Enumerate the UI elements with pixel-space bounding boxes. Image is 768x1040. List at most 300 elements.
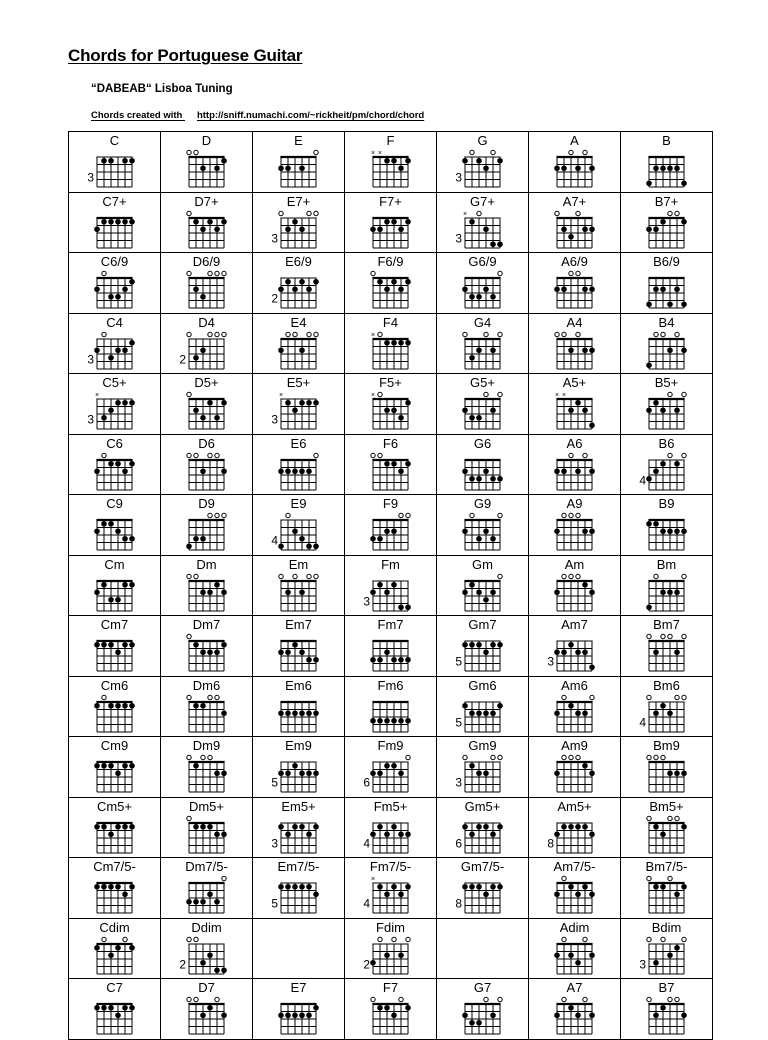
finger-dot <box>193 354 199 360</box>
chord-name: Gm7 <box>468 617 497 632</box>
chord-diagram <box>455 994 519 1038</box>
chord-diagram <box>639 934 703 978</box>
chord-cell <box>437 313 529 374</box>
open-string-marker <box>569 271 573 275</box>
finger-dot <box>398 604 404 610</box>
open-string-marker <box>208 453 212 457</box>
start-fret-number: 3 <box>87 412 94 427</box>
finger-dot <box>200 589 206 595</box>
chord-diagram <box>363 873 427 917</box>
finger-dot <box>660 460 666 466</box>
open-string-marker <box>194 997 198 1001</box>
finger-dot <box>568 702 574 708</box>
start-fret-number: 3 <box>271 412 278 427</box>
finger-dot <box>278 884 284 890</box>
finger-dot <box>405 884 411 890</box>
finger-dot <box>122 286 128 292</box>
finger-dot <box>646 362 652 368</box>
muted-string-marker: × <box>94 392 100 399</box>
open-string-marker <box>661 937 665 941</box>
chord-name: C9 <box>106 496 123 511</box>
open-string-marker <box>314 453 318 457</box>
open-string-marker <box>222 332 226 336</box>
chord-diagram <box>363 571 427 615</box>
chord-name: D9 <box>198 496 215 511</box>
credit-url-link[interactable]: http://sniff.numachi.com/~rickheit/pm/chord/chord <box>196 110 425 121</box>
finger-dot <box>384 763 390 769</box>
chord-name: Bm7/5- <box>645 859 688 874</box>
open-string-marker <box>378 453 382 457</box>
finger-dot <box>483 226 489 232</box>
chord-name: G <box>477 133 488 148</box>
chord-cell <box>345 616 437 677</box>
finger-dot <box>660 589 666 595</box>
finger-dot <box>221 400 227 406</box>
finger-dot <box>101 415 107 421</box>
start-fret-number: 4 <box>639 715 646 729</box>
finger-dot <box>115 944 121 950</box>
open-string-marker <box>187 211 191 215</box>
chord-name: Bm9 <box>653 738 680 753</box>
chord-cell <box>529 253 621 314</box>
chord-diagram <box>547 934 611 978</box>
finger-dot <box>674 460 680 466</box>
finger-dot <box>554 286 560 292</box>
finger-dot <box>292 710 298 716</box>
open-string-marker <box>675 211 679 215</box>
chord-cell <box>161 918 253 979</box>
finger-dot <box>214 899 220 905</box>
finger-dot <box>193 823 199 829</box>
open-string-marker <box>682 392 686 396</box>
finger-dot <box>186 543 192 549</box>
open-string-marker <box>682 695 686 699</box>
open-string-marker <box>498 392 502 396</box>
finger-dot <box>476 642 482 648</box>
finger-dot <box>200 415 206 421</box>
chord-cell <box>345 797 437 858</box>
finger-dot <box>122 468 128 474</box>
open-string-marker <box>682 574 686 578</box>
open-string-marker <box>215 453 219 457</box>
finger-dot <box>681 823 687 829</box>
finger-dot <box>582 710 588 716</box>
chord-name: Bdim <box>651 919 682 935</box>
chord-name: C7+ <box>102 193 127 209</box>
finger-dot <box>653 521 659 527</box>
finger-dot <box>398 891 404 897</box>
open-string-marker <box>675 695 679 699</box>
chord-cell <box>253 616 345 677</box>
finger-dot <box>377 717 383 723</box>
finger-dot <box>94 642 100 648</box>
chord-cell <box>437 253 529 314</box>
open-string-marker <box>371 453 375 457</box>
finger-dot <box>554 770 560 776</box>
open-string-marker <box>583 453 587 457</box>
finger-dot <box>207 952 213 958</box>
finger-dot <box>681 770 687 776</box>
chord-name: A5+ <box>562 375 587 390</box>
finger-dot <box>214 165 220 171</box>
chord-row <box>69 737 713 798</box>
chord-name: C6/9 <box>100 254 129 269</box>
finger-dot <box>391 823 397 829</box>
chord-name: A9 <box>566 496 583 511</box>
open-string-marker <box>194 574 198 578</box>
chord-name: E7 <box>290 980 307 995</box>
finger-dot <box>469 642 475 648</box>
finger-dot <box>476 1020 482 1026</box>
finger-dot <box>306 543 312 549</box>
finger-dot <box>313 823 319 829</box>
finger-dot <box>589 422 595 428</box>
start-fret-number: 3 <box>363 594 370 608</box>
chord-diagram <box>455 450 519 494</box>
finger-dot <box>391 717 397 723</box>
chord-name: E6/9 <box>285 254 312 269</box>
finger-dot <box>582 823 588 829</box>
finger-dot <box>674 407 680 413</box>
finger-dot <box>115 347 121 353</box>
chord-diagram <box>179 510 243 554</box>
finger-dot <box>122 347 128 353</box>
open-string-marker <box>569 453 573 457</box>
open-string-marker <box>194 150 198 154</box>
finger-dot <box>377 770 383 776</box>
finger-dot <box>554 710 560 716</box>
start-fret-number: 2 <box>179 957 186 971</box>
open-string-marker <box>576 332 580 336</box>
chord-name: B7 <box>658 980 675 995</box>
chord-diagram <box>363 450 427 494</box>
chord-diagram <box>363 208 427 252</box>
finger-dot <box>667 301 673 307</box>
document-title: Chords for Portuguese Guitar <box>68 46 303 65</box>
chord-row <box>69 434 713 495</box>
chord-diagram <box>271 450 335 494</box>
finger-dot <box>278 347 284 353</box>
finger-dot <box>476 589 482 595</box>
finger-dot <box>582 581 588 587</box>
finger-dot <box>469 354 475 360</box>
finger-dot <box>221 1012 227 1018</box>
finger-dot <box>483 468 489 474</box>
open-string-marker <box>314 574 318 578</box>
finger-dot <box>384 831 390 837</box>
chord-diagram <box>455 752 519 796</box>
finger-dot <box>384 1005 390 1011</box>
chord-name: Bm5+ <box>649 798 684 814</box>
finger-dot <box>384 891 390 897</box>
finger-dot <box>589 891 595 897</box>
open-string-marker <box>215 271 219 275</box>
chord-cell <box>621 253 713 314</box>
finger-dot <box>278 1012 284 1018</box>
finger-dot <box>476 294 482 300</box>
chord-diagram <box>363 631 427 675</box>
finger-dot <box>299 279 305 285</box>
open-string-marker <box>668 997 672 1001</box>
finger-dot <box>292 823 298 829</box>
chord-diagram <box>87 813 151 857</box>
chord-diagram <box>87 510 151 554</box>
chord-name: D6/9 <box>192 254 221 269</box>
finger-dot <box>115 294 121 300</box>
open-string-marker <box>498 574 502 578</box>
chord-name: C5+ <box>102 375 127 390</box>
finger-dot <box>313 710 319 716</box>
chord-name: B6 <box>658 435 675 451</box>
finger-dot <box>497 642 503 648</box>
finger-dot <box>115 460 121 466</box>
open-string-marker <box>208 513 212 517</box>
finger-dot <box>589 468 595 474</box>
finger-dot <box>660 165 666 171</box>
finger-dot <box>476 770 482 776</box>
muted-string-marker: × <box>370 876 376 883</box>
finger-dot <box>122 581 128 587</box>
finger-dot <box>278 823 284 829</box>
open-string-marker <box>371 997 375 1001</box>
finger-dot <box>278 286 284 292</box>
finger-dot <box>377 1005 383 1011</box>
finger-dot <box>115 218 121 224</box>
finger-dot <box>575 1012 581 1018</box>
finger-dot <box>384 339 390 345</box>
finger-dot <box>582 407 588 413</box>
finger-dot <box>122 891 128 897</box>
chord-diagram <box>455 147 519 191</box>
open-string-marker <box>569 574 573 578</box>
chord-name: F6 <box>382 435 399 451</box>
open-string-marker <box>463 332 467 336</box>
finger-dot <box>200 294 206 300</box>
open-string-marker <box>378 392 382 396</box>
finger-dot <box>391 218 397 224</box>
chord-cell <box>161 616 253 677</box>
finger-dot <box>108 952 114 958</box>
chord-cell <box>621 192 713 253</box>
chord-row <box>69 253 713 314</box>
finger-dot <box>483 823 489 829</box>
chord-diagram <box>455 510 519 554</box>
chord-name: G7+ <box>470 193 495 209</box>
chord-name: B5+ <box>654 375 679 390</box>
open-string-marker <box>215 513 219 517</box>
finger-dot <box>129 400 135 406</box>
chord-name: Bm6 <box>653 677 680 693</box>
chord-cell <box>253 132 345 193</box>
finger-dot <box>207 218 213 224</box>
finger-dot <box>391 460 397 466</box>
chord-name: D7 <box>198 980 215 995</box>
finger-dot <box>497 702 503 708</box>
chord-cell <box>69 132 161 193</box>
chord-diagram <box>363 389 427 433</box>
open-string-marker <box>314 150 318 154</box>
finger-dot <box>299 400 305 406</box>
finger-dot <box>568 407 574 413</box>
chord-cell <box>529 918 621 979</box>
finger-dot <box>391 581 397 587</box>
chord-cell <box>253 192 345 253</box>
chord-cell <box>529 979 621 1040</box>
open-string-marker <box>583 997 587 1001</box>
start-fret-number: 4 <box>363 836 370 850</box>
finger-dot <box>490 642 496 648</box>
start-fret-number: 5 <box>271 775 278 790</box>
finger-dot <box>115 884 121 890</box>
open-string-marker <box>647 816 651 820</box>
finger-dot <box>122 158 128 164</box>
open-string-marker <box>187 755 191 759</box>
finger-dot <box>653 226 659 232</box>
chord-cell <box>253 737 345 798</box>
finger-dot <box>377 536 383 542</box>
chord-name: Em <box>288 556 309 572</box>
start-fret-number: 5 <box>455 715 462 729</box>
finger-dot <box>398 226 404 232</box>
open-string-marker <box>562 755 566 759</box>
chord-diagram <box>639 752 703 796</box>
chord-cell <box>437 495 529 556</box>
chord-name: Am9 <box>561 738 588 753</box>
open-string-marker <box>661 755 665 759</box>
open-string-marker <box>562 876 566 880</box>
chord-diagram <box>639 329 703 373</box>
chord-cell <box>621 797 713 858</box>
chord-diagram <box>87 389 151 433</box>
finger-dot <box>589 347 595 353</box>
finger-dot <box>405 831 411 837</box>
chord-cell <box>69 918 161 979</box>
chord-cell <box>345 495 437 556</box>
finger-dot <box>207 400 213 406</box>
chord-cell <box>69 313 161 374</box>
chord-name: A7 <box>566 980 583 995</box>
finger-dot <box>306 770 312 776</box>
finger-dot <box>285 165 291 171</box>
chord-name: C4 <box>106 314 123 330</box>
chord-cell <box>253 495 345 556</box>
finger-dot <box>568 952 574 958</box>
chord-cell <box>529 676 621 737</box>
finger-dot <box>377 884 383 890</box>
finger-dot <box>299 589 305 595</box>
chord-name: A6/9 <box>561 254 588 269</box>
finger-dot <box>306 831 312 837</box>
open-string-marker <box>498 997 502 1001</box>
finger-dot <box>398 657 404 663</box>
muted-string-marker: × <box>462 210 468 218</box>
finger-dot <box>221 710 227 716</box>
chord-cell <box>161 555 253 616</box>
finger-dot <box>405 158 411 164</box>
finger-dot <box>292 218 298 224</box>
finger-dot <box>101 1005 107 1011</box>
finger-dot <box>193 536 199 542</box>
chord-diagram <box>547 631 611 675</box>
finger-dot <box>405 218 411 224</box>
finger-dot <box>568 347 574 353</box>
finger-dot <box>94 823 100 829</box>
finger-dot <box>469 884 475 890</box>
open-string-marker <box>187 271 191 275</box>
finger-dot <box>405 1005 411 1011</box>
finger-dot <box>207 891 213 897</box>
finger-dot <box>398 339 404 345</box>
chord-diagram <box>363 268 427 312</box>
finger-dot <box>554 649 560 655</box>
finger-dot <box>674 770 680 776</box>
chord-name: Gm9 <box>468 738 497 753</box>
finger-dot <box>490 884 496 890</box>
finger-dot <box>299 823 305 829</box>
finger-dot <box>370 831 376 837</box>
open-string-marker <box>208 695 212 699</box>
open-string-marker <box>406 513 410 517</box>
finger-dot <box>285 1012 291 1018</box>
chord-diagram <box>639 450 703 494</box>
chord-diagram <box>639 873 703 917</box>
open-string-marker <box>647 695 651 699</box>
finger-dot <box>681 180 687 186</box>
start-fret-number: 8 <box>547 836 554 850</box>
finger-dot <box>582 884 588 890</box>
chord-row <box>69 797 713 858</box>
finger-dot <box>490 710 496 716</box>
finger-dot <box>667 589 673 595</box>
chord-name: Adim <box>559 919 590 935</box>
finger-dot <box>299 536 305 542</box>
chord-diagram <box>179 813 243 857</box>
open-string-marker <box>484 997 488 1001</box>
finger-dot <box>292 286 298 292</box>
finger-dot <box>398 952 404 958</box>
open-string-marker <box>569 755 573 759</box>
start-fret-number: 4 <box>271 533 278 548</box>
start-fret-number: 5 <box>455 654 462 669</box>
chord-row <box>69 979 713 1040</box>
chord-diagram <box>547 571 611 615</box>
chord-cell <box>69 858 161 919</box>
finger-dot <box>101 218 107 224</box>
chord-diagram <box>639 510 703 554</box>
finger-dot <box>674 649 680 655</box>
chord-cell <box>69 192 161 253</box>
finger-dot <box>313 400 319 406</box>
chord-name: Dm5+ <box>188 798 225 814</box>
finger-dot <box>108 763 114 769</box>
finger-dot <box>405 460 411 466</box>
chord-diagram <box>639 147 703 191</box>
chord-diagram <box>547 268 611 312</box>
finger-dot <box>589 165 595 171</box>
chord-cell <box>69 676 161 737</box>
finger-dot <box>200 899 206 905</box>
chord-name: Em7/5- <box>277 859 320 874</box>
finger-dot <box>129 581 135 587</box>
chord-diagram <box>455 631 519 675</box>
finger-dot <box>391 884 397 890</box>
open-string-marker <box>222 876 226 880</box>
open-string-marker <box>555 211 559 215</box>
finger-dot <box>398 770 404 776</box>
chord-diagram <box>639 571 703 615</box>
chord-row <box>69 918 713 979</box>
chord-diagram <box>179 873 243 917</box>
